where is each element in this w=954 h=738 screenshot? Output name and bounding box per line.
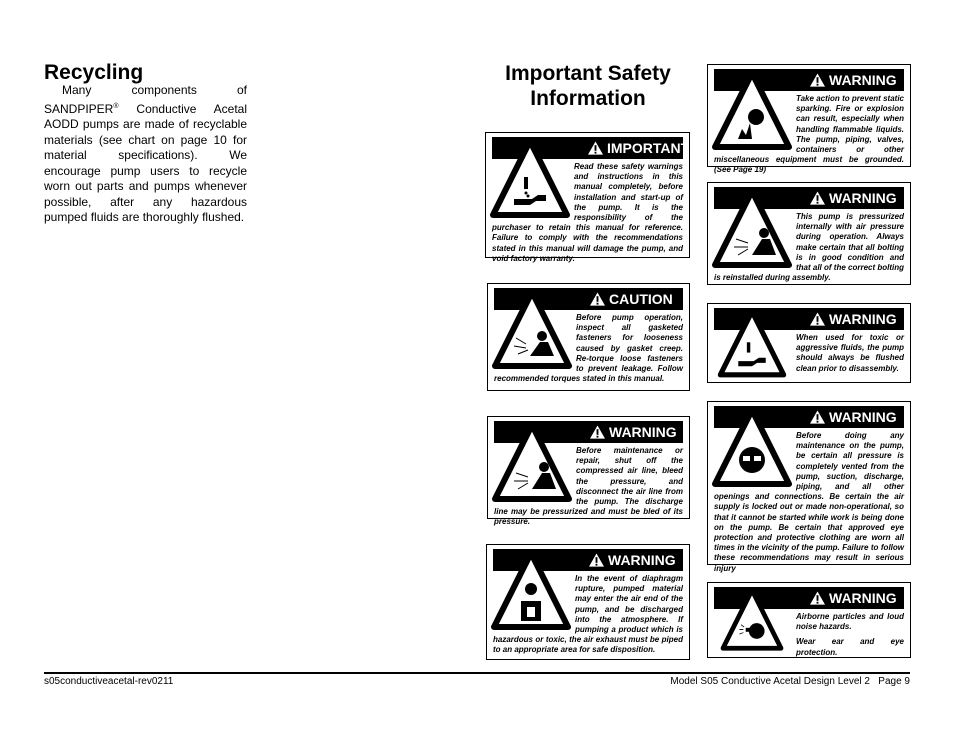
registered-mark: ® <box>113 102 119 110</box>
warning-airborne-text: Airborne particles and loud noise hazards. <box>796 612 904 632</box>
warning-label: WARNING <box>829 72 897 88</box>
warning-airborne-card <box>707 582 911 658</box>
pressure-spray-icon <box>492 288 572 372</box>
warning-label: WARNING <box>829 190 897 206</box>
footer-page-info: Model S05 Conductive Acetal Design Level 2 Page 9 <box>670 676 910 687</box>
warning-triangle-icon <box>589 553 604 567</box>
warning-label: WARNING <box>829 409 897 425</box>
footer-doc-id: s05conductiveacetal-rev0211 <box>44 676 174 687</box>
recycling-text-start: Many components of SANDPIPER <box>44 83 247 116</box>
hand-corrosion-icon <box>712 308 792 380</box>
recycling-paragraph <box>44 83 247 226</box>
hand-corrosion-icon <box>490 137 570 221</box>
pressure-spray-icon <box>492 421 572 505</box>
warning-triangle-icon <box>590 292 605 306</box>
recycling-title: Recycling <box>44 61 144 84</box>
warning-eye-text: Before doing any maintenance on the pump, be certain all pressure is completely vented from the pump, suction, discharge, piping, and all other openings and connections. Be certain the air supply is locked out or made non-operational, so that it cannot be started while work is being done on the pump. Be certain that approved eye protection and protective clothing are worn all times in the vicinity of the pump. Failure to follow these recommendations may result in serious injury <box>714 431 904 573</box>
warning-triangle-icon <box>810 191 825 205</box>
pressure-spray-icon <box>712 187 792 271</box>
eye-protection-icon <box>712 406 792 490</box>
warning-airborne-text-2: Wear ear and eye protection. <box>796 637 904 657</box>
warning-pressurized-card <box>707 182 911 285</box>
warning-static-card <box>707 64 911 175</box>
warning-toxic-text: When used for toxic or aggressive fluids, the pump should always be flushed clean prior to disassembly. <box>796 333 904 373</box>
caution-label: CAUTION <box>609 291 673 307</box>
warning-diaphragm-card <box>486 544 690 660</box>
important-label: IMPORTANT <box>607 140 690 156</box>
warning-pressurized-text: This pump is pressurized internally with air pressure during operation. Always make certain that all bolting is in good condition and that all of the correct bolting is reinstalled during assembly. <box>714 212 905 283</box>
warning-static-text: Take action to prevent static sparking. Fire or explosion can result, especially when handling flammable liquids. The pump, piping, valves, containers or other miscellaneous equipment must be grounded. (See Page 19) <box>714 94 904 175</box>
warning-eye-card <box>707 401 911 573</box>
warning-label: WARNING <box>609 424 677 440</box>
warning-triangle-icon <box>590 425 605 439</box>
safety-title: Important Safety Information <box>505 62 671 110</box>
warning-label: WARNING <box>829 590 897 606</box>
warning-label: WARNING <box>608 552 676 568</box>
warning-triangle-icon <box>588 141 603 155</box>
warning-triangle-icon <box>810 73 825 87</box>
warning-label: WARNING <box>829 311 897 327</box>
warning-maintenance-text: Before maintenance or repair, shut off the compressed air line, bleed the pressure, and disconnect the air line from the pump. The discharge line may be pressurized and must be bled of its pressure. <box>494 446 683 527</box>
warning-toxic-card <box>707 303 911 383</box>
warning-maintenance-card <box>487 416 690 527</box>
caution-text: Before pump operation, inspect all gasketed fasteners for looseness caused by gasket creep. Re-torque loose fasteners to prevent leakage. Follow recommended torques stated in this manual. <box>494 313 683 384</box>
recycling-text-end: Conductive Acetal AODD pumps are made of recyclable materials (see chart on page 10 for material specifications). We encourage pump users to recycle worn out parts and pumps whenever possible, after any hazardous pumped fluids are thoroughly flushed. <box>44 101 247 224</box>
warning-triangle-icon <box>810 312 825 326</box>
important-card <box>485 132 690 263</box>
ear-eye-protection-icon <box>712 587 792 653</box>
caution-card <box>487 283 690 391</box>
warning-triangle-icon <box>810 410 825 424</box>
warning-triangle-icon <box>810 591 825 605</box>
toxic-exhaust-icon <box>491 549 571 633</box>
important-text: Read these safety warnings and instructions in this manual completely, before installation and start-up of the pump. It is the responsibility of the purchaser to retain this manual for reference. Failure to comply with the recommendations stated in this manual will damage the pump, and void factory warranty. <box>492 162 683 263</box>
explosion-icon <box>712 69 792 153</box>
warning-diaphragm-text: In the event of diaphragm rupture, pumped material may enter the air end of the pump, and be discharged into the atmosphere. If pumping a product which is hazardous or toxic, the air exhaust must be piped to an appropriate area for safe disposition. <box>493 574 683 655</box>
footer-rule <box>44 672 910 674</box>
